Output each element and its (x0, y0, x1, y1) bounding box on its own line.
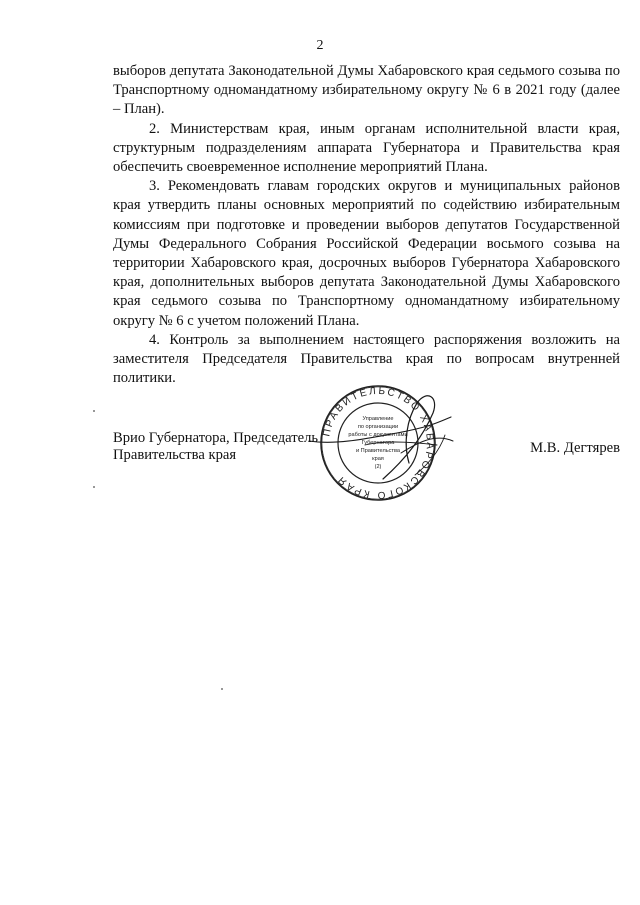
stamp-inner-line: (2) (374, 464, 382, 470)
page-number: 2 (316, 38, 324, 53)
scan-dot (93, 410, 95, 412)
paragraph-item-4: 4. Контроль за выполнением настоящего распоряжения возложить на заместителя Председателя Правительства края по вопросам внутренней политики. (113, 331, 620, 387)
stamp-outer-text: ПРАВИТЕЛЬСТВО ХАБАРОВСКОГО КРАЯ (321, 385, 436, 501)
scan-dot (93, 486, 95, 488)
stamp-inner-line: Управление (362, 416, 394, 422)
stamp-inner-line: и Правительства (356, 448, 400, 454)
stamp-inner-line: по организации (357, 424, 399, 430)
stamp-inner-line: работы с документами (348, 432, 408, 438)
document-body (113, 62, 620, 388)
paragraph-continuation: выборов депутата Законодательной Думы Хабаровского края седьмого созыва по Транспортному одномандатному избирательному округу № 6 в 2021 году (далее – План). (113, 63, 620, 118)
paragraph-item-2: 2. Министерствам края, иным органам исполнительной власти края, структурным подразделениям аппарата Губернатора и Правительства края обеспечить своевременное исполнение мероприятий Плана. (113, 120, 620, 176)
stamp-inner-line: Губернатора (361, 440, 395, 446)
signer-name: М.В. Дегтярев (530, 440, 620, 456)
stamp-inner-line: края (372, 456, 384, 462)
signer-title-line1: Врио Губернатора, Председатель (113, 430, 319, 446)
paragraph-item-3: 3. Рекомендовать главам городских округов и муниципальных районов края утвердить планы основных мероприятий по содействию избирательным комиссиям при подготовке и проведении выборов депутатов Государственной Думы Федерального Собрания Российской Федерации восьмого созыва на территории Хабаровского края, досрочных выборов Губернатора Хабаровского края, дополнительных выборов депутата Законодательной Думы Хабаровского края седьмого созыва по Транспортному одномандатному избирательному округу № 6 с учетом положений Плана. (113, 178, 620, 329)
scan-dot (221, 688, 223, 690)
official-stamp (305, 383, 455, 503)
signer-title-line2: Правительства края (113, 447, 237, 463)
